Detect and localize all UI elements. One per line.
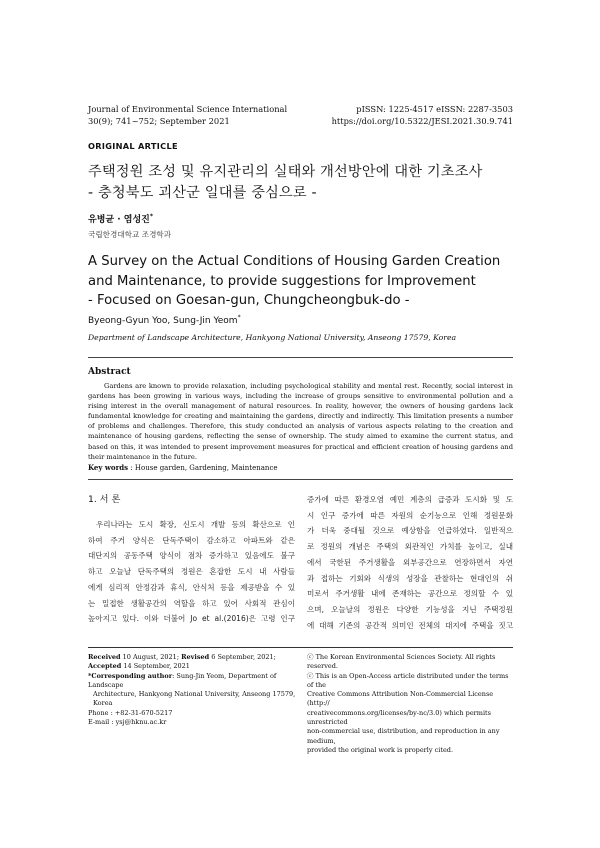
dates-line2 (88, 662, 303, 671)
email[interactable]: E-mail : ysj@hknu.ac.kr (88, 718, 167, 727)
accepted-label: Accepted (88, 662, 122, 671)
english-affiliation: Department of Landscape Architecture, Hankyong National University, Anseong 17579, Korea (88, 333, 457, 342)
abstract-top-rule (88, 357, 513, 358)
license-line: non-commercial use, distribution, and reproduction in any medium, (307, 727, 500, 745)
body-line: 에게 심리적 안정감과 휴식, 안식처 등을 제공받을 수 있 (88, 582, 295, 592)
corresponding-address: Architecture, Hankyong National University, Anseong 17579, Korea (93, 690, 296, 708)
korean-author-mark: * (149, 213, 153, 220)
korean-authors (88, 212, 153, 225)
license-line: ⓒ This is an Open-Access article distributed under the terms of the (307, 671, 509, 689)
dates-line1 (88, 653, 303, 662)
license-line: provided the original work is properly cited. (307, 745, 454, 754)
english-title-line1: A Survey on the Actual Conditions of Housing Garden Creation (88, 254, 501, 269)
english-author-mark: * (237, 314, 241, 321)
abstract-heading: Abstract (88, 367, 131, 377)
intro-left-column (88, 517, 295, 627)
body-line: 높아지고 있다. 이와 더불어 Jo et al.(2016)은 고령 인구 (88, 614, 295, 624)
accepted-date: 14 September, 2021 (121, 662, 190, 671)
english-title (88, 252, 528, 311)
revised-label: Revised (181, 653, 210, 661)
korean-title-line1: 주택정원 조성 및 유지관리의 실태와 개선방안에 대한 기초조사 (88, 164, 483, 180)
korean-title-line2: - 충청북도 괴산군 일대를 중심으로 - (88, 185, 317, 201)
journal-header-right (300, 104, 513, 127)
issn: pISSN: 1225-4517 eISSN: 2287-3503 (356, 104, 513, 114)
keywords (88, 463, 278, 472)
body-line: 하고 오늘날 단독주택의 정원은 혼잡한 도시 내 사람들 (88, 567, 295, 577)
body-line: 으며, 오늘날의 정원은 다양한 기능성을 지닌 주택정원 (307, 604, 513, 614)
english-author-names: Byeong-Gyun Yoo, Sung-Jin Yeom (88, 316, 238, 326)
copyright: ⓒ The Korean Environmental Sciences Society. All rights reserved. (307, 653, 496, 671)
body-line: 과 접하는 기회와 식생의 성장을 관찰하는 현대인의 쉬 (307, 573, 513, 583)
english-title-line2: and Maintenance, to provide suggestions for Improvement (88, 273, 476, 289)
license-line: Creative Commons Attribution Non-Commercial License (http:// (307, 690, 494, 708)
footnote-right (307, 653, 513, 755)
body-line: 는 밀접한 생활공간의 역할을 하고 있어 사회적 관심이 (88, 598, 295, 608)
journal-header-left (88, 104, 328, 127)
section-heading: 1. 서 론 (88, 494, 121, 505)
body-line: 가 더욱 중대될 것으로 예상함을 언급하였다. 일반적으 (307, 526, 513, 536)
body-line: 미로서 주거생활 내에 존재하는 공간으로 정의할 수 있 (307, 589, 513, 599)
corresponding-author (88, 672, 303, 691)
article-type: ORIGINAL ARTICLE (88, 141, 178, 151)
intro-right-column (307, 492, 513, 633)
body-line: 우리나라는 도시 확장, 신도시 개발 등의 확산으로 인 (96, 520, 295, 529)
doi-link[interactable]: https://doi.org/10.5322/JESI.2021.30.9.741 (331, 115, 513, 126)
body-line: 에 대해 기존의 공간적 의미인 전체의 대지에 주택을 짓고 (307, 620, 513, 630)
corresponding-text: : Sung-Jin Yeom, Department of Landscape (88, 671, 277, 689)
license-line: creativecommons.org/licenses/by-nc/3.0) which permits unrestricted (307, 708, 491, 727)
corresponding-label: *Corresponding author (88, 671, 173, 680)
received-label: Received (88, 653, 121, 661)
body-line: 하여 주거 양식은 단독주택이 감소하고 아파트와 같은 (88, 535, 295, 545)
body-line: 시 인구 증가에 따른 자원의 순기능으로 인해 정원문화 (307, 510, 513, 520)
english-authors (88, 314, 241, 326)
body-line: 로 정원의 개념은 주택의 외관적인 가치를 높이고, 실내 (307, 542, 513, 552)
body-line: 에서 국한된 주거생활을 외부공간으로 연장하면서 자연 (307, 557, 513, 567)
english-title-line3: - Focused on Goesan-gun, Chungcheongbuk-do - (88, 293, 410, 308)
footnote-rule (88, 647, 513, 648)
keywords-list: : House garden, Gardening, Maintenance (128, 464, 278, 472)
korean-title (88, 162, 528, 204)
korean-author-names: 유병균 · 염성진 (88, 215, 150, 225)
body-line: 대단지의 공동주택 양식이 점차 증가하고 있음에도 불구 (88, 551, 295, 561)
revised-date: 6 September, 2021; (209, 653, 276, 661)
journal-volume: 30(9); 741~752; September 2021 (88, 115, 230, 126)
footnote-left (88, 653, 303, 727)
received-date: 10 August, 2021; (120, 653, 182, 661)
abstract-bottom-rule (88, 479, 513, 480)
korean-affiliation: 국립한경대학교 조경학과 (88, 230, 172, 239)
keywords-label: Key words (88, 463, 129, 472)
phone: Phone : +82-31-670-5217 (88, 708, 173, 717)
journal-name: Journal of Environmental Science International (88, 104, 288, 114)
abstract-text: Gardens are known to provide relaxation, including psychological stability and mental rest. Recently, social interest in gardens has been growing in various ways, including the increase of groups sensitive to environmental pollution and a rising interest in the overall management of natural resources. In reality, however, the owners of housing gardens lack fundamental knowledge for creating and maintaining the gardens, directly and indirectly. This limitation presents a number of problems and challenges. Therefore, this study conducted an analysis of various aspects relating to the creation and maintenance of housing gardens, reflecting the sense of ownership. The study aimed to examine the current status, and based on this, it was intended to present improvement measures for practical and efficient creation of housing gardens and their maintenance in the future. (88, 382, 513, 461)
body-line: 증가에 따른 환경오염 예민 계층의 급증과 도시화 및 도 (307, 495, 513, 504)
